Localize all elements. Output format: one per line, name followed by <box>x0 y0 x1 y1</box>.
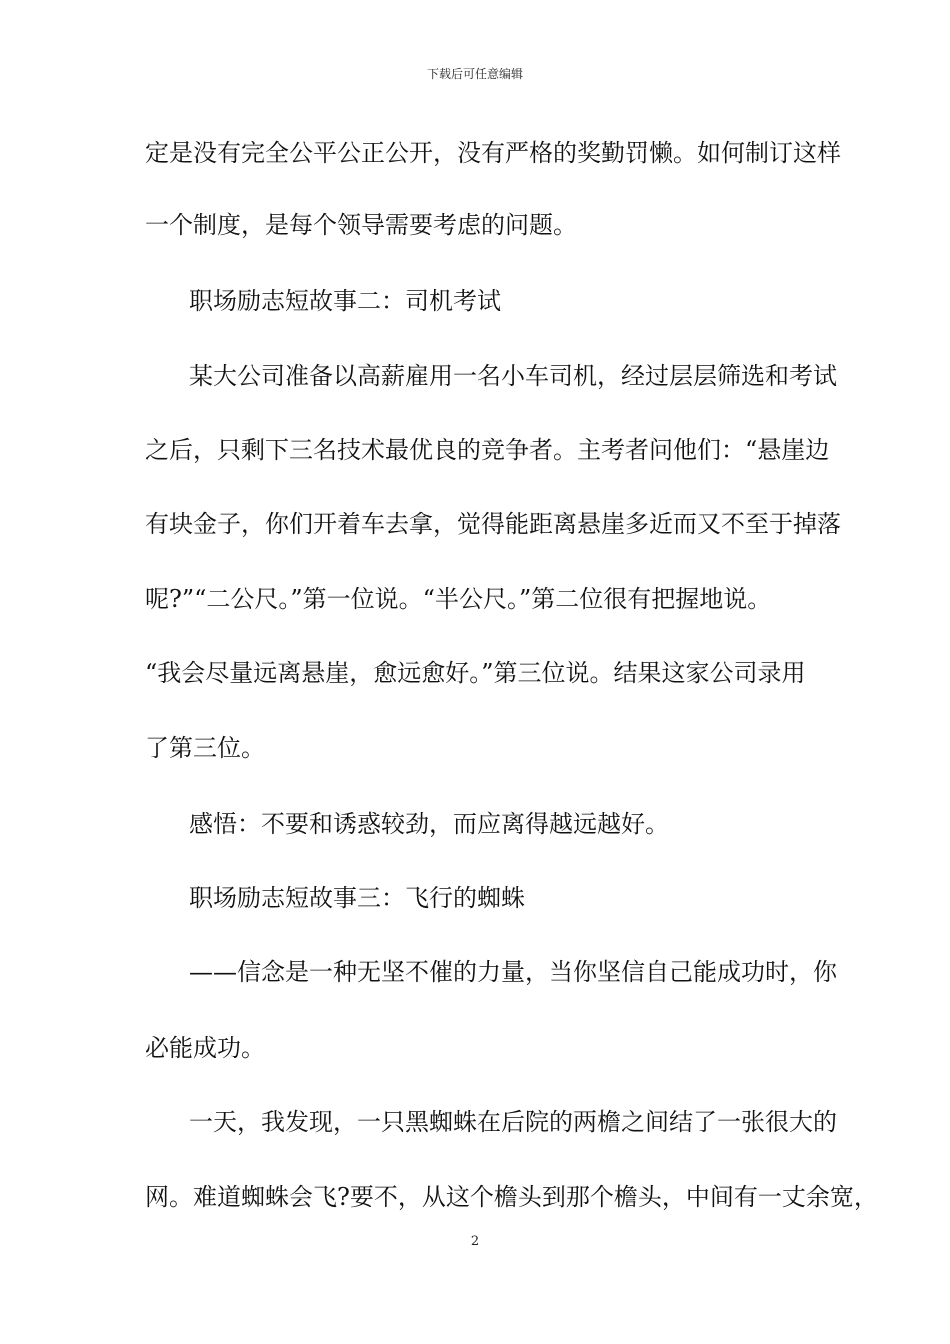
page-number: 2 <box>470 1234 480 1249</box>
text-line: 了第三位。 <box>145 734 265 762</box>
insight-line: 感悟：不要和诱惑较劲，而应离得越远越好。 <box>189 810 669 838</box>
page-header-note: 下载后可任意编辑 <box>426 67 523 81</box>
paragraph-start: 某大公司准备以高薪雇用一名小车司机，经过层层筛选和考试 <box>189 362 837 390</box>
paragraph-start: 一天，我发现，一只黑蜘蛛在后院的两檐之间结了一张很大的 <box>189 1108 837 1136</box>
text-line: 呢?”“二公尺。”第一位说。“半公尺。”第二位很有把握地说。 <box>145 585 772 613</box>
text-line: 有块金子，你们开着车去拿，觉得能距离悬崖多近而又不至于掉落 <box>145 510 841 538</box>
text-line: 之后，只剩下三名技术最优良的竞争者。主考者问他们：“悬崖边 <box>145 436 830 464</box>
text-line: 必能成功。 <box>145 1034 265 1062</box>
text-line: 网。难道蜘蛛会飞?要不，从这个檐头到那个檐头，中间有一丈余宽， <box>145 1183 878 1211</box>
paragraph-start: ——信念是一种无坚不催的力量，当你坚信自己能成功时，你 <box>189 958 837 986</box>
text-line: 一个制度，是每个领导需要考虑的问题。 <box>145 211 577 239</box>
section-heading: 职场励志短故事二：司机考试 <box>189 287 501 315</box>
text-line: 定是没有完全公平公正公开，没有严格的奖勤罚懒。如何制订这样 <box>145 139 841 167</box>
text-line: “我会尽量远离悬崖，愈远愈好。”第三位说。结果这家公司录用 <box>145 659 806 687</box>
section-heading: 职场励志短故事三：飞行的蜘蛛 <box>189 884 525 912</box>
